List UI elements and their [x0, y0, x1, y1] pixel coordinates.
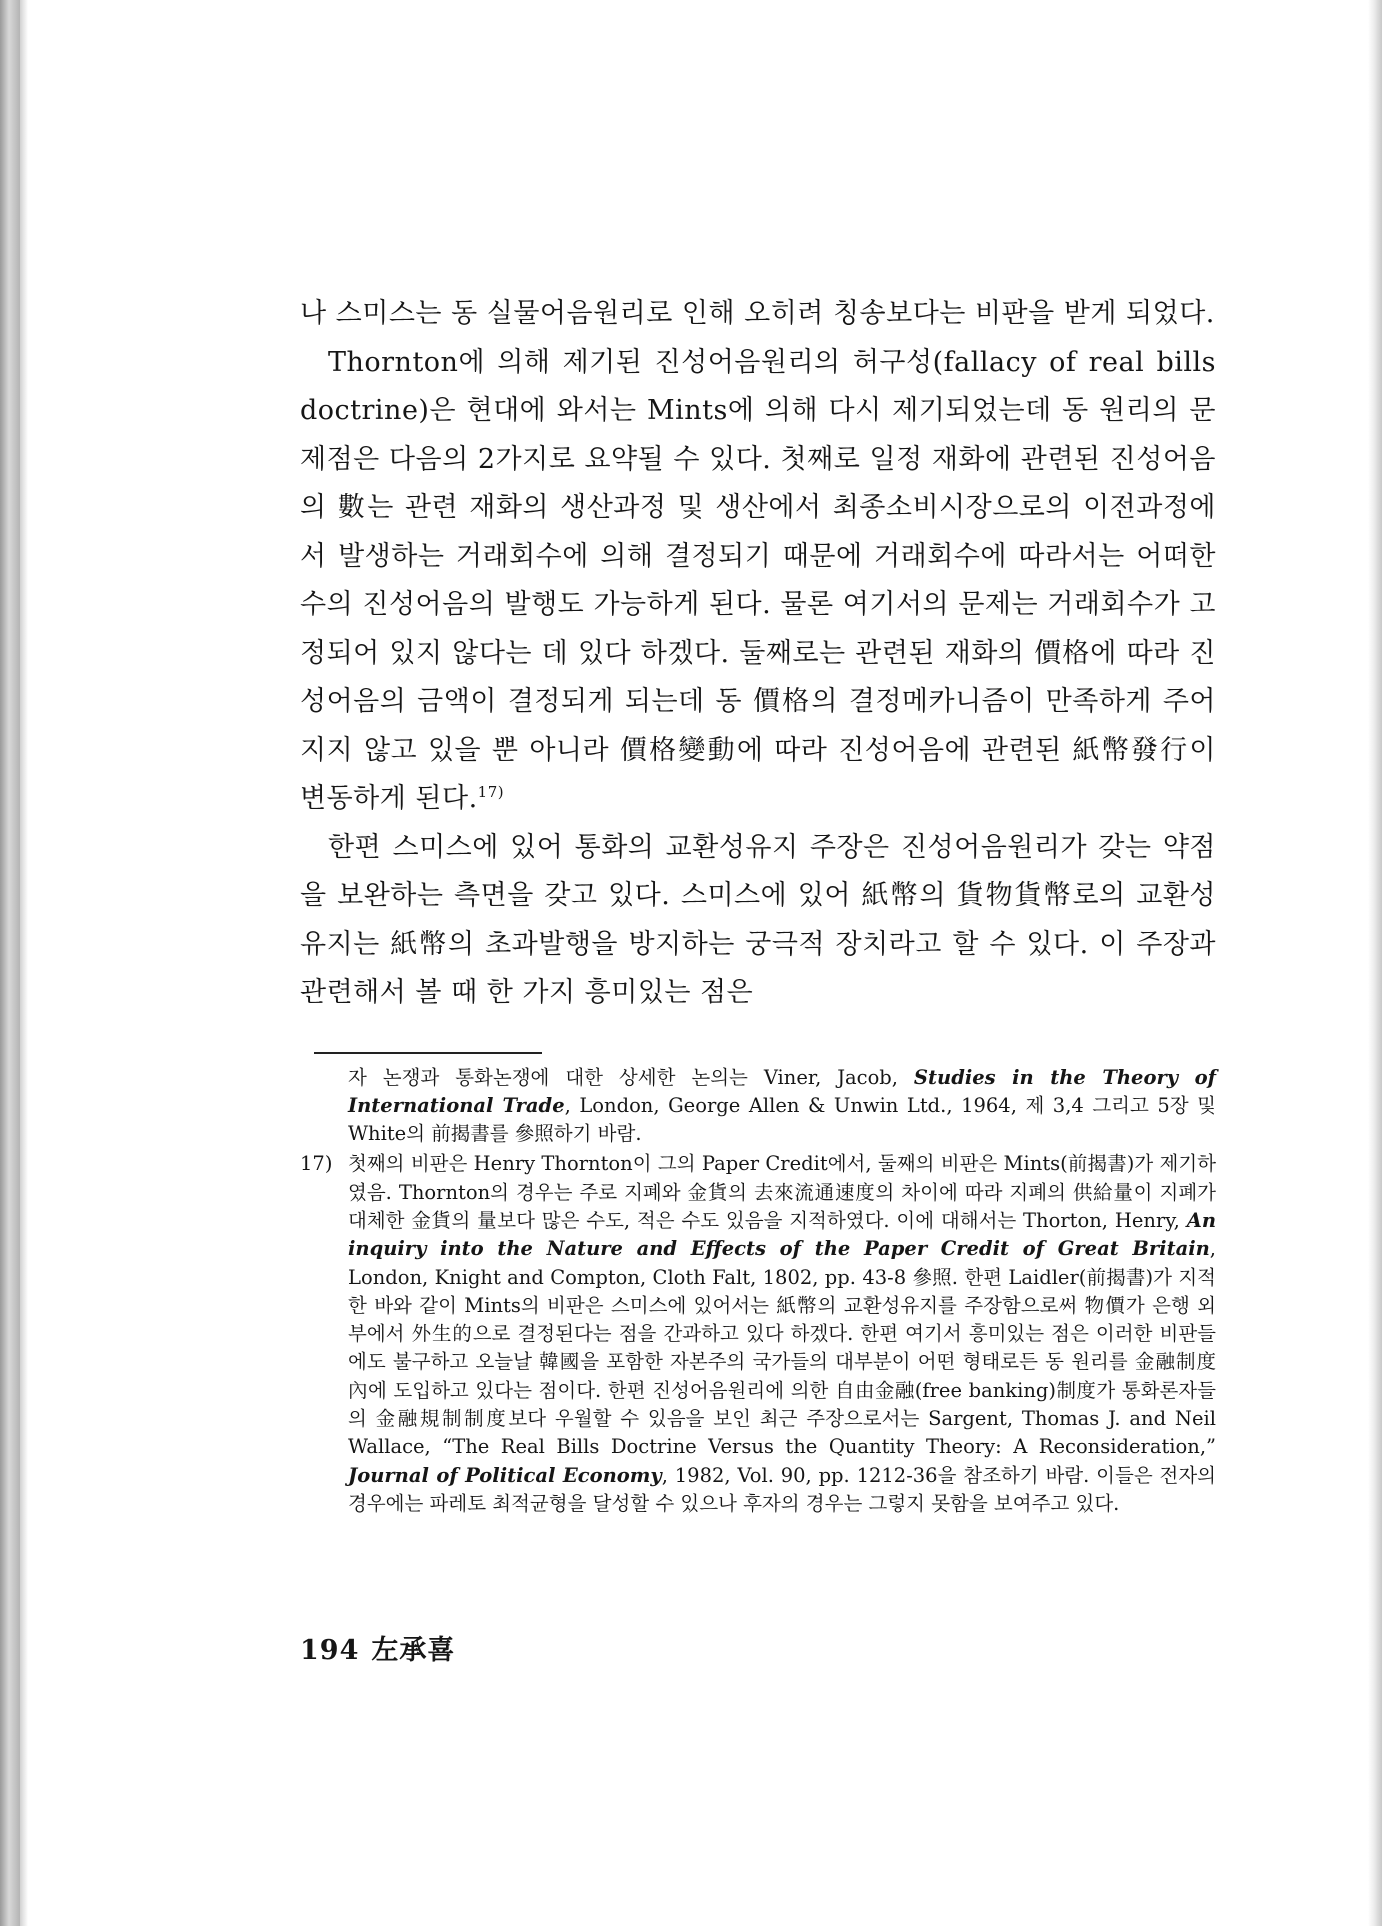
- footnote-17-text-3: , 1982, Vol. 90, pp. 1212-36을 참조하기 바람. 이들은 전자의 경우에는 파레토 최적균형을 달성할 수 있으나 후자의 경우는 그렇지 못함을 보여주고 있다.: [348, 1463, 1216, 1515]
- paragraph-2: [300, 339, 1216, 824]
- footnote-17-text-1: 첫째의 비판은 Henry Thornton이 그의 Paper Credit에서, 둘째의 비판은 Mints(前揭書)가 제기하였음. Thornton의 경우는 주로 지폐와 金貨의 去來流通速度의 차이에 따라 지폐의 供給量이 지폐가 대체한 金貨의 量보다 많은 수도, 적은 수도 있음을 지적하였다. 이에 대해서는 Thorton, Henry,: [348, 1152, 1216, 1232]
- author-name: 左承喜: [371, 1635, 456, 1666]
- footnote-continued-text-1: 자 논쟁과 통화논쟁에 대한 상세한 논의는 Viner, Jacob,: [348, 1065, 914, 1089]
- page-number: 194: [300, 1635, 360, 1666]
- paragraph-3: 한편 스미스에 있어 통화의 교환성유지 주장은 진성어음원리가 갖는 약점을 보완하는 측면을 갖고 있다. 스미스에 있어 紙幣의 貨物貨幣로의 교환성유지는 紙幣의 초과발행을 방지하는 궁극적 장치라고 할 수 있다. 이 주장과 관련해서 볼 때 한 가지 흥미있는 점은: [300, 831, 1216, 1008]
- footnote-divider: [314, 1052, 542, 1054]
- footnote-17-title-2: Journal of Political Economy: [348, 1463, 662, 1487]
- footnote-continued-title: Studies in the Theory of International Trade: [348, 1065, 1216, 1117]
- page-content: [300, 290, 1216, 1520]
- paragraph-2-text: Thornton에 의해 제기된 진성어음원리의 허구성(fallacy of real bills doctrine)은 현대에 와서는 Mints에 의해 다시 제기되었는데 동 원리의 문제점은 다음의 2가지로 요약될 수 있다. 첫째로 일정 재화에 관련된 진성어음의 數는 관련 재화의 생산과정 및 생산에서 최종소비시장으로의 이전과정에서 발생하는 거래회수에 의해 결정되기 때문에 거래회수에 따라서는 어떠한 수의 진성어음의 발행도 가능하게 된다. 물론 여기서의 문제는 거래회수가 고정되어 있지 않다는 데 있다 하겠다. 둘째로는 관련된 재화의 價格에 따라 진성어음의 금액이 결정되게 되는데 동 價格의 결정메카니즘이 만족하게 주어지지 않고 있을 뿐 아니라 價格變動에 따라 진성어음에 관련된 紙幣發行이 변동하게 된다.: [300, 346, 1216, 814]
- page-edge: [1368, 0, 1382, 1926]
- footnote-continued: [300, 1064, 1216, 1149]
- footnotes: [300, 1064, 1216, 1519]
- body-text: [300, 290, 1216, 1018]
- page-footer: [300, 1628, 467, 1667]
- footnote-ref-17: 17): [477, 783, 505, 801]
- footnote-continued-text-2: , London, George Allen & Unwin Ltd., 1964, 제 3,4 그리고 5장 및 White의 前揭書를 參照하기 바람.: [348, 1093, 1216, 1146]
- footnote-17: [300, 1150, 1216, 1518]
- footnote-17-text-2: , London, Knight and Compton, Cloth Falt, 1802, pp. 43-8 參照. 한편 Laidler(前揭書)가 지적한 바와 같이 Mints의 비판은 스미스에 있어서는 紙幣의 교환성유지를 주장함으로써 物價가 은행 외부에서 外生的으로 결정된다는 점을 간과하고 있다 하겠다. 한편 여기서 흥미있는 점은 이러한 비판들에도 불구하고 오늘날 韓國을 포함한 자본주의 국가들의 대부분이 어떤 형태로든 동 원리를 金融制度內에 도입하고 있다는 점이다. 한편 진성어음원리에 의한 自由金融(free banking)制度가 통화론자들의 金融規制制度보다 우월할 수 있음을 보인 최근 주장으로서는 Sargent, Thomas J. and Neil Wallace, “The Real Bills Doctrine Versus the Quantity Theory: A Reconsideration,”: [348, 1237, 1216, 1459]
- paragraph-1: 나 스미스는 동 실물어음원리로 인해 오히려 칭송보다는 비판을 받게 되었다.: [300, 298, 1215, 329]
- book-spine: [0, 0, 20, 1926]
- footnote-17-title-1: An inquiry into the Nature and Effects of the Paper Credit of Great Britain: [348, 1208, 1216, 1261]
- footnote-17-number: 17): [300, 1152, 333, 1176]
